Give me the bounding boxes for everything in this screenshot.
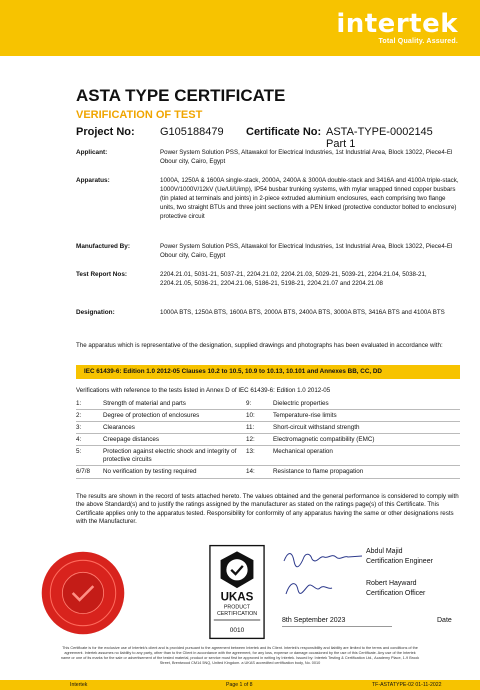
field-label: Apparatus:: [76, 177, 110, 184]
certificate-number: ASTA-TYPE-0002145 Part 1: [326, 126, 433, 150]
test-number: 14:: [246, 468, 255, 475]
test-name: Temperature-rise limits: [273, 412, 337, 419]
test-name: Degree of protection of enclosures: [103, 412, 200, 419]
test-row: [76, 466, 460, 479]
evaluation-statement: The apparatus which is representative of the designation, supplied drawings and photographs has been evaluated in accordance with:: [76, 342, 443, 349]
test-number: 4:: [76, 436, 82, 443]
signatory-name: Abdul Majid: [366, 548, 403, 555]
field-value: 1000A BTS, 1250A BTS, 1600A BTS, 2000A BTS, 2400A BTS, 3000A BTS, 3416A BTS and 4100A BTS: [160, 309, 445, 316]
project-certificate-row: [76, 124, 456, 150]
test-number: 12:: [246, 436, 255, 443]
intertek-seal: [40, 550, 126, 636]
test-name: Creepage distances: [103, 436, 160, 443]
footer-left: Intertek: [70, 682, 88, 688]
field-label: Designation:: [76, 309, 115, 316]
footer-form-ref: TF-ASTATYPE-02 01-11-2022: [372, 682, 442, 688]
disclaimer: This Certificate is for the exclusive use of Intertek's client and is provided pursuant to the agreement between Intertek and its Client. Intertek's responsibility and liability are limited to the terms and conditions of the agreement. Intertek assumes no liability to any party, other than to the Client in accordance with the agreement, for any loss, expense or damage occasioned by the use of this Certificate. Any use of the Intertek name or one of its marks for the sale or advertisement of the tested material, product or service must first be approved in writing by Intertek. Issued by: Intertek Testing & Certification Ltd., Academy Place, 1-9 Brook Street, Brentwood CM14 5NQ, United Kingdom. a UKAS accredited certification body, No. 0010: [60, 646, 420, 665]
test-number: 11:: [246, 424, 255, 431]
test-name: Resistance to flame propagation: [273, 468, 364, 475]
verifications-intro: Verifications with reference to the tests listed in Annex D of IEC 61439-6: Edition 1.0 2012-05: [76, 387, 331, 394]
signatory-name: Robert Hayward: [366, 580, 417, 587]
issue-date: 8th September 2023: [282, 617, 346, 624]
field-value: 1000A, 1250A & 1600A single-stack, 2000A, 2400A & 3000A double-stack and 3416A and 4100A triple-stack, 1000V/1000V/12kV (Ue/Ui/Uimp), IP54 busbar trunking systems, with mylar wrapped tinned copper busbars (tin plated at terminals and joints) in 2-piece extruded aluminium enclosures, each comprising two flange units, two straight BTUs and three joint sections with a PEN linked (protective conductor bolted to enclosure) protective circuit: [160, 177, 459, 220]
ukas-product: PRODUCT: [223, 604, 251, 611]
ukas-label: UKAS: [220, 590, 254, 604]
signature-stroke: [284, 554, 362, 567]
test-number: 2:: [76, 412, 82, 419]
test-row: [76, 422, 460, 434]
test-name: Protection against electric shock and integrity of protective circuits: [103, 448, 237, 463]
test-name: No verification by testing required: [103, 468, 197, 475]
test-row: [76, 410, 460, 422]
project-label: Project No:: [76, 126, 135, 138]
signatory-2: [366, 579, 425, 599]
field-label: Applicant:: [76, 149, 108, 156]
test-row: [76, 446, 460, 466]
signature-stroke: [286, 584, 332, 594]
certificate-title: ASTA TYPE CERTIFICATE: [76, 86, 286, 105]
project-number: G105188479: [160, 126, 224, 138]
test-number: 3:: [76, 424, 82, 431]
signatory-role: Certification Officer: [366, 590, 426, 597]
field-label: Test Report Nos:: [76, 271, 128, 278]
ukas-number: 0010: [229, 627, 245, 634]
signatory-1: [366, 547, 433, 567]
date-line: [282, 626, 392, 627]
footer-band: [0, 680, 480, 690]
test-name: Mechanical operation: [273, 448, 333, 455]
certificate-subtitle: VERIFICATION OF TEST: [76, 109, 203, 121]
test-number: 6/7/8: [76, 468, 91, 475]
date-label: Date: [437, 617, 452, 624]
logo-tagline: Total Quality. Assured.: [378, 38, 458, 45]
ukas-certification: CERTIFICATION: [216, 611, 258, 618]
ukas-circle: [226, 559, 247, 580]
test-name: Electromagnetic compatibility (EMC): [273, 436, 375, 443]
field-label: Manufactured By:: [76, 243, 130, 250]
footer-page: Page 1 of 8: [226, 682, 253, 688]
test-name: Clearances: [103, 424, 135, 431]
test-name: Strength of material and parts: [103, 400, 186, 407]
test-number: 13:: [246, 448, 255, 455]
seal-center: [62, 572, 103, 613]
signatory-role: Certification Engineer: [366, 558, 433, 565]
logo-wordmark: intertek: [336, 9, 458, 39]
test-row: [76, 434, 460, 446]
field-value: Power System Solution PSS, Altawakol for Electrical Industries, 1st Industrial Area, Block 13022, Piece4-El Obour city, Cairo, Egypt: [160, 149, 453, 165]
test-number: 10:: [246, 412, 255, 419]
intertek-logo: [336, 10, 458, 45]
test-name: Dielectric properties: [273, 400, 329, 407]
certificate-label: Certificate No:: [246, 126, 322, 138]
test-number: 5:: [76, 448, 82, 455]
signature-1: [282, 547, 366, 569]
field-value: 2204.21.01, 5031-21, 5037-21, 2204.21.02, 2204.21.03, 5029-21, 5039-21, 2204.21.04, 5038-21, 2204.21.05, 5036-21, 2204.21.06, 5186-21, 5198-21, 2204.21.07 and 2204.21.08: [160, 271, 427, 287]
field-value: Power System Solution PSS, Altawakol for Electrical Industries, 1st Industrial Area, Block 13022, Piece4-El Obour city, Cairo, Egypt: [160, 243, 453, 259]
test-number: 9:: [246, 400, 252, 407]
signature-2: [282, 576, 366, 600]
results-statement: The results are shown in the record of tests attached hereto. The values obtained and the general performance is considered to comply with the above Standard(s) and to justify the ratings assigned by the manufacturer as stated on the ratings page(s) of this Certificate. This Certificate applies only to the apparatus tested. Responsibility for conformity of any apparatus having the same or other designations rests with the Manufacturer.: [76, 493, 459, 526]
test-name: Short-circuit withstand strength: [273, 424, 360, 431]
test-row: [76, 398, 460, 410]
standard-band: IEC 61439-6: Edition 1.0 2012-05 Clauses 10.2 to 10.5, 10.9 to 10.13, 10.101 and Annexes BB, CC, DD: [76, 365, 460, 379]
header-band: [0, 0, 480, 56]
test-number: 1:: [76, 400, 82, 407]
